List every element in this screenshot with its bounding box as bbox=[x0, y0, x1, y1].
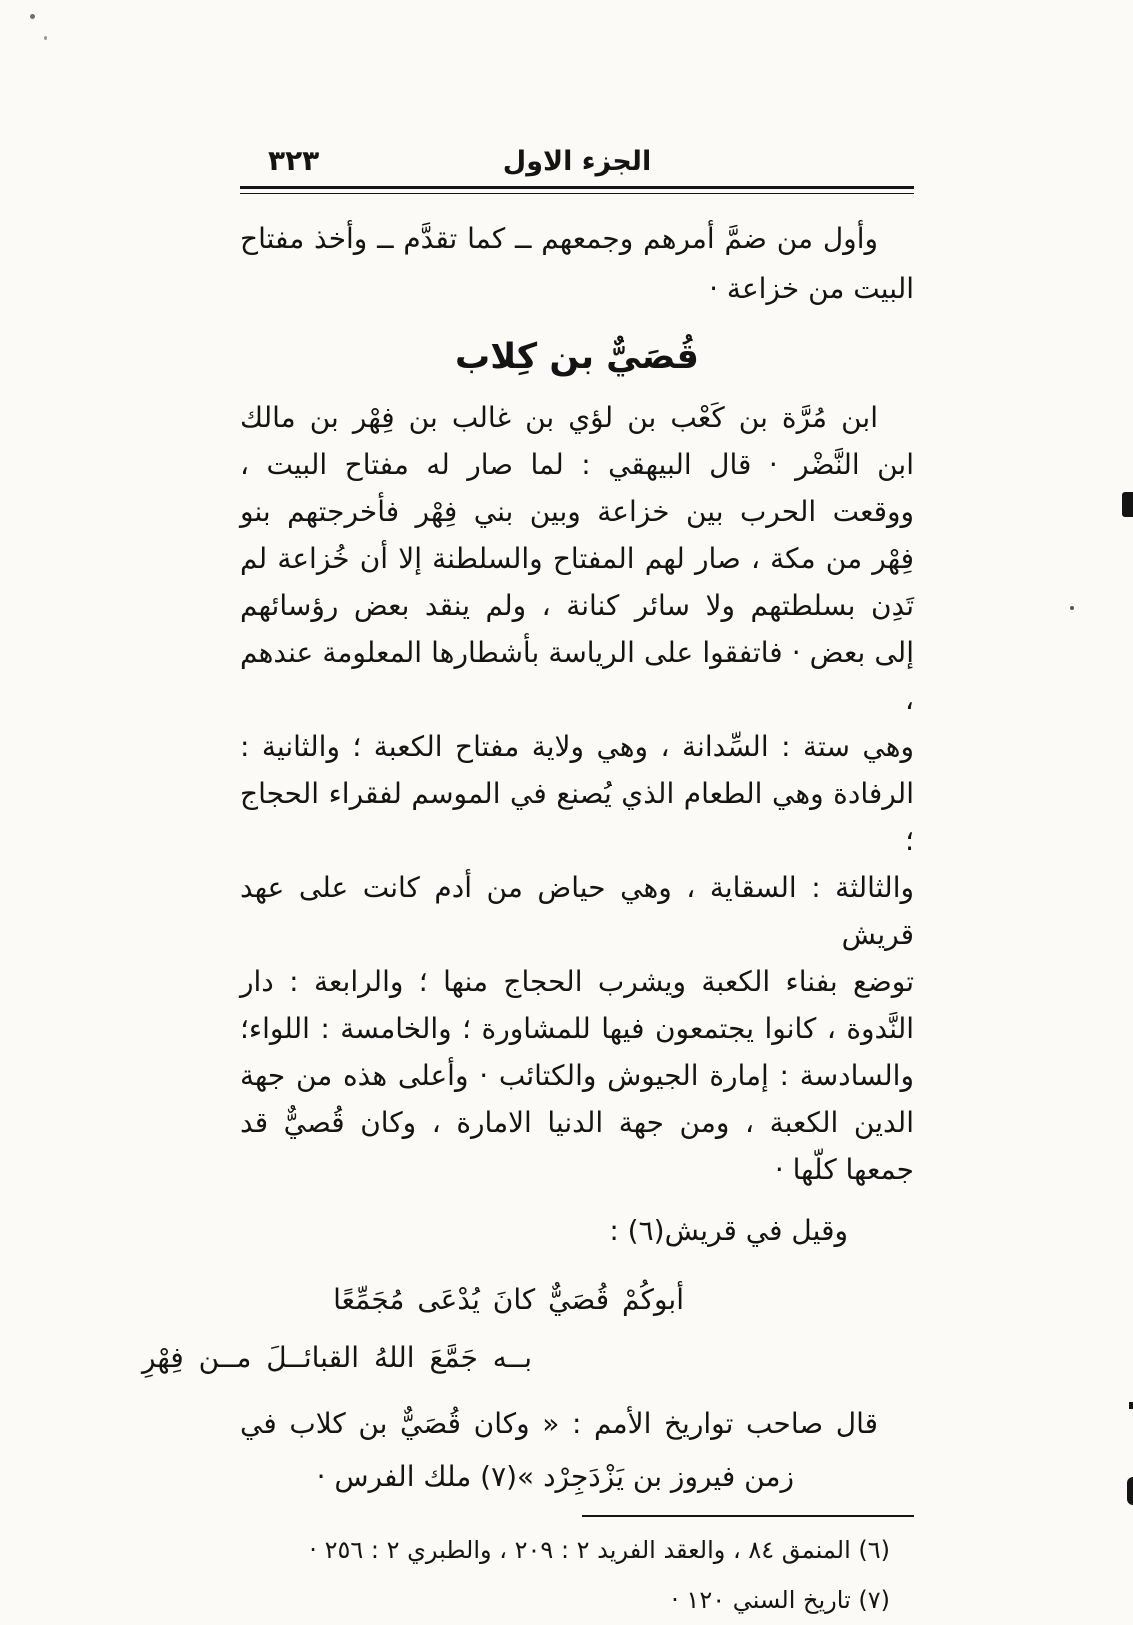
scan-artifact-right-tick bbox=[1129, 1402, 1133, 1409]
text-line: قال صاحب تواريخ الأمم : « وكان قُصَيٌّ بن كلاب في bbox=[240, 1407, 878, 1440]
text-line: وهي ستة : السِّدانة ، وهي ولاية مفتاح الكعبة ؛ والثانية : bbox=[240, 730, 914, 763]
text-line: زمن فيروز بن يَزْدَجِرْد »(٧) ملك الفرس · bbox=[316, 1460, 794, 1493]
text-line: الدين الكعبة ، ومن جهة الدنيا الامارة ، وكان قُصيٌّ قد bbox=[240, 1106, 914, 1139]
text-line: ابن النَّضْر · قال البيهقي : لما صار له مفتاح البيت ، bbox=[240, 448, 914, 481]
opening-paragraph bbox=[240, 214, 914, 314]
text-line: الرفادة وهي الطعام الذي يُصنع في الموسم لفقراء الحجاج ؛ bbox=[240, 777, 914, 857]
text-line: (٧) تاريخ السني ١٢٠ · bbox=[671, 1586, 890, 1614]
scan-artifact-dot bbox=[1070, 606, 1074, 610]
page-header bbox=[240, 142, 914, 182]
page-text-block bbox=[141, 142, 914, 1625]
text-line: النَّدوة ، كانوا يجتمعون فيها للمشاورة ؛ والخامسة : اللواء؛ bbox=[240, 1012, 914, 1045]
scan-artifact-right-halfmoon bbox=[1127, 1477, 1133, 1505]
poem-intro: وقيل في قريش(٦) : bbox=[609, 1214, 848, 1247]
scan-artifact-topleft-speck bbox=[44, 36, 47, 40]
scan-artifact-right-blob bbox=[1122, 492, 1133, 517]
text-line: جمعها كلّها · bbox=[774, 1153, 914, 1186]
text-line: توضع بفناء الكعبة ويشرب الحجاج منها ؛ والرابعة : دار bbox=[240, 965, 914, 998]
poem-hemistich-1: أبوكُمْ قُصَيٌّ كانَ يُدْعَى مُجَمِّعًا bbox=[333, 1283, 684, 1316]
section-heading: قُصَيٌّ بن كِلاب bbox=[455, 337, 699, 377]
header-rule bbox=[240, 186, 914, 194]
text-line: والسادسة : إمارة الجيوش والكتائب · وأعلى هذه من جهة bbox=[240, 1059, 914, 1092]
text-line: ابن مُرَّة بن كَعْب بن لؤي بن غالب بن فِهْر بن مالك bbox=[240, 401, 878, 434]
header-rule-thin bbox=[240, 193, 914, 194]
part-title: الجزء الاول bbox=[502, 146, 652, 177]
footnotes bbox=[240, 1525, 890, 1625]
biography-paragraph bbox=[240, 394, 914, 1193]
footnote-separator bbox=[582, 1515, 914, 1517]
text-line: وأول من ضمَّ أمرهم وجمعهم ــ كما تقدَّم ــ وأخذ مفتاح bbox=[240, 222, 878, 255]
poem-verse bbox=[141, 1271, 914, 1387]
scan-artifact-topleft-dot bbox=[30, 14, 35, 19]
text-line: والثالثة : السقاية ، وهي حياض من أدم كانت على عهد قريش bbox=[240, 871, 914, 951]
page-number: ٣٢٣ bbox=[268, 144, 320, 177]
text-line: فِهْر من مكة ، صار لهم المفتاح والسلطنة إلا أن خُزاعة لم bbox=[240, 542, 914, 575]
text-line: إلى بعض · فاتفقوا على الرياسة بأشطارها المعلومة عندهم ، bbox=[240, 636, 914, 716]
closing-paragraph bbox=[240, 1397, 914, 1503]
text-line: البيت من خزاعة · bbox=[709, 272, 914, 305]
text-line: ووقعت الحرب بين خزاعة وبين بني فِهْر فأخرجتهم بنو bbox=[240, 495, 914, 528]
header-rule-thick bbox=[240, 186, 914, 189]
poem-hemistich-2: بــه جَمَّعَ اللهُ القبائــلَ مــن فِهْرِ bbox=[141, 1341, 532, 1374]
text-line: تَدِن بسلطتهم ولا سائر كنانة ، ولم ينقد بعض رؤسائهم bbox=[240, 589, 914, 622]
text-line: (٦) المنمق ٨٤ ، والعقد الفريد ٢ : ٢٠٩ ، والطبري ٢ : ٢٥٦ · bbox=[309, 1536, 890, 1564]
